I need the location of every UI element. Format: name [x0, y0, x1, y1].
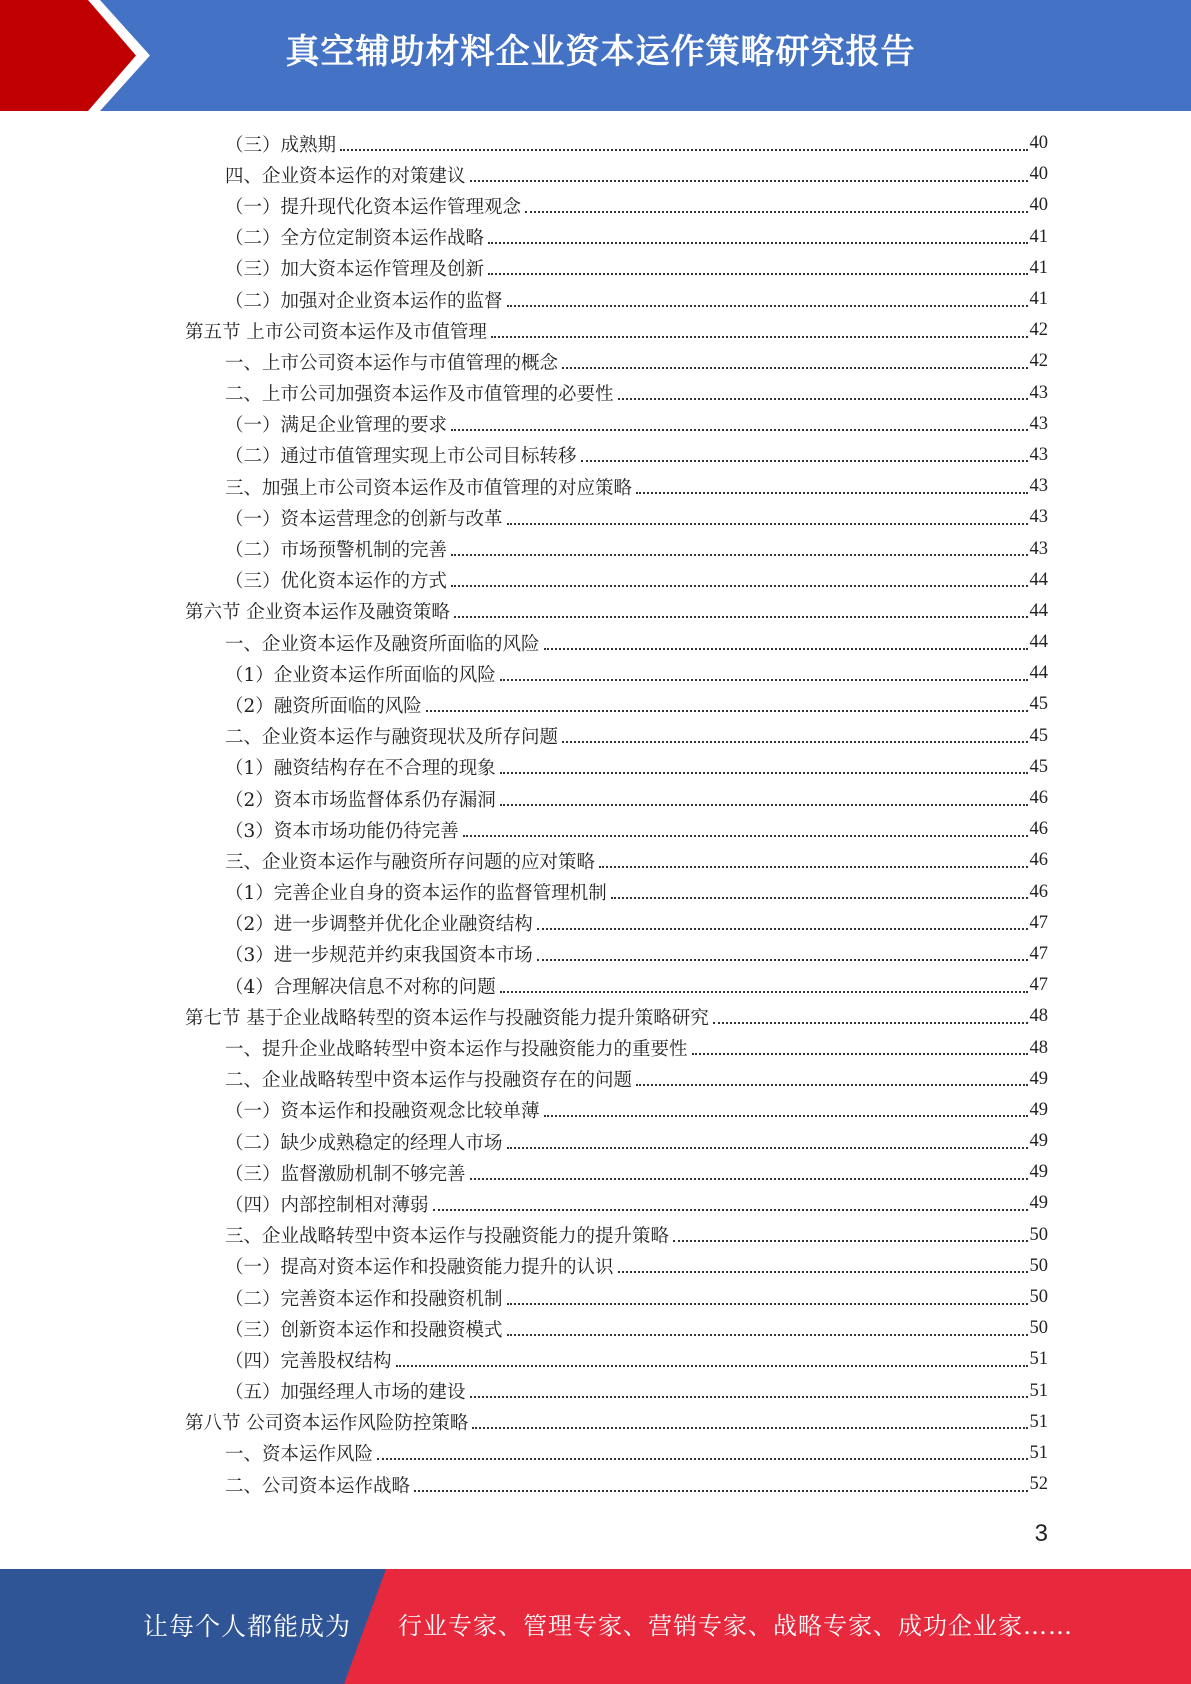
toc-entry[interactable]: [185, 596, 1048, 627]
toc-entry-title: （二）完善资本运作和投融资机制: [225, 1288, 503, 1310]
toc-entry-title: （二）加强对企业资本运作的监督: [225, 290, 503, 312]
toc-entry-page: 49: [1029, 1131, 1048, 1152]
toc-entry[interactable]: [185, 502, 1048, 533]
toc-dot-leader: [544, 1115, 1028, 1117]
toc-entry-title: （4）合理解决信息不对称的问题: [225, 976, 496, 998]
toc-entry-page: 43: [1029, 476, 1048, 497]
toc-entry[interactable]: [185, 908, 1048, 939]
toc-entry[interactable]: [185, 1344, 1048, 1375]
toc-dot-leader: [537, 959, 1028, 961]
toc-entry[interactable]: [185, 378, 1048, 409]
toc-entry-title: （二）全方位定制资本运作战略: [225, 228, 485, 250]
toc-entry-title: 第六节 企业资本运作及融资策略: [185, 602, 450, 624]
toc-entry-page: 49: [1029, 1068, 1048, 1089]
toc-entry-page: 49: [1029, 1162, 1048, 1183]
toc-dot-leader: [470, 1396, 1028, 1398]
toc-entry[interactable]: [185, 1469, 1048, 1500]
toc-entry-page: 51: [1029, 1411, 1048, 1432]
toc-entry-page: 44: [1029, 663, 1048, 684]
toc-entry-title: 一、上市公司资本运作与市值管理的概念: [225, 352, 559, 374]
toc-entry-title: （一）资本运作和投融资观念比较单薄: [225, 1101, 540, 1123]
toc-entry-title: 四、企业资本运作的对策建议: [225, 165, 466, 187]
toc-entry[interactable]: [185, 1376, 1048, 1407]
toc-dot-leader: [451, 429, 1027, 431]
toc-dot-leader: [618, 1271, 1028, 1273]
toc-dot-leader: [599, 866, 1027, 868]
toc-entry-page: 42: [1029, 320, 1048, 341]
toc-entry-title: （一）提高对资本运作和投融资能力提升的认识: [225, 1257, 614, 1279]
toc-entry-page: 50: [1029, 1224, 1048, 1245]
toc-entry[interactable]: [185, 1313, 1048, 1344]
toc-entry-title: 三、企业战略转型中资本运作与投融资能力的提升策略: [225, 1226, 670, 1248]
toc-entry[interactable]: [185, 533, 1048, 564]
toc-entry-page: 43: [1029, 444, 1048, 465]
toc-entry-title: 二、上市公司加强资本运作及市值管理的必要性: [225, 384, 614, 406]
toc-entry[interactable]: [185, 1407, 1048, 1438]
toc-dot-leader: [507, 1334, 1028, 1336]
toc-entry[interactable]: [185, 783, 1048, 814]
toc-entry-title: 一、资本运作风险: [225, 1444, 374, 1466]
toc-dot-leader: [470, 180, 1028, 182]
toc-dot-leader: [636, 492, 1027, 494]
toc-entry-title: 二、公司资本运作战略: [225, 1475, 411, 1497]
toc-entry[interactable]: [185, 1438, 1048, 1469]
toc-entry-title: 第五节 上市公司资本运作及市值管理: [185, 321, 487, 343]
toc-entry-page: 48: [1029, 1037, 1048, 1058]
toc-dot-leader: [377, 1458, 1027, 1460]
toc-entry-title: （三）加大资本运作管理及创新: [225, 259, 485, 281]
toc-dot-leader: [500, 991, 1028, 993]
toc-entry-title: （四）内部控制相对薄弱: [225, 1194, 429, 1216]
toc-entry-title: （1）完善企业自身的资本运作的监督管理机制: [225, 883, 607, 905]
toc-dot-leader: [500, 772, 1028, 774]
toc-entry-page: 52: [1029, 1474, 1048, 1495]
toc-entry[interactable]: [185, 253, 1048, 284]
toc-dot-leader: [488, 242, 1027, 244]
toc-entry[interactable]: [185, 1251, 1048, 1282]
toc-entry-title: （二）市场预警机制的完善: [225, 540, 448, 562]
toc-entry-page: 48: [1029, 1006, 1048, 1027]
toc-entry-page: 40: [1029, 133, 1048, 154]
page-number: 3: [1034, 1520, 1048, 1547]
toc-entry[interactable]: [185, 284, 1048, 315]
toc-entry-page: 51: [1029, 1442, 1048, 1463]
toc-dot-leader: [507, 1147, 1028, 1149]
toc-entry-page: 44: [1029, 569, 1048, 590]
toc-entry-page: 50: [1029, 1287, 1048, 1308]
toc-entry[interactable]: [185, 721, 1048, 752]
toc-dot-leader: [611, 897, 1028, 899]
toc-dot-leader: [581, 460, 1028, 462]
toc-entry-page: 43: [1029, 382, 1048, 403]
toc-dot-leader: [500, 804, 1028, 806]
toc-entry-title: （1）融资结构存在不合理的现象: [225, 758, 496, 780]
toc-entry-page: 43: [1029, 538, 1048, 559]
toc-entry-page: 46: [1029, 819, 1048, 840]
toc-dot-leader: [562, 367, 1027, 369]
toc-dot-leader: [433, 1209, 1028, 1211]
toc-entry[interactable]: [185, 315, 1048, 346]
toc-entry[interactable]: [185, 159, 1048, 190]
toc-entry-title: 第八节 公司资本运作风险防控策略: [185, 1413, 469, 1435]
toc-dot-leader: [500, 679, 1028, 681]
toc-entry[interactable]: [185, 346, 1048, 377]
toc-entry[interactable]: [185, 190, 1048, 221]
toc-entry-title: （五）加强经理人市场的建设: [225, 1382, 466, 1404]
toc-entry[interactable]: [185, 752, 1048, 783]
toc-entry-title: （二）通过市值管理实现上市公司目标转移: [225, 446, 577, 468]
toc-dot-leader: [537, 928, 1028, 930]
toc-dot-leader: [507, 1303, 1028, 1305]
toc-entry[interactable]: [185, 409, 1048, 440]
toc-entry-page: 51: [1029, 1349, 1048, 1370]
toc-entry-title: （3）进一步规范并约束我国资本市场: [225, 945, 533, 967]
toc-entry-page: 45: [1029, 756, 1048, 777]
toc-entry-title: （三）成熟期: [225, 134, 337, 156]
toc-entry-title: 三、企业资本运作与融资所存问题的应对策略: [225, 851, 596, 873]
toc-entry[interactable]: [185, 689, 1048, 720]
toc-entry-title: 一、企业资本运作及融资所面临的风险: [225, 633, 540, 655]
toc-dot-leader: [544, 648, 1028, 650]
toc-dot-leader: [491, 336, 1028, 338]
toc-dot-leader: [507, 523, 1028, 525]
toc-entry-title: （一）资本运营理念的创新与改革: [225, 508, 503, 530]
toc-entry[interactable]: [185, 1095, 1048, 1126]
toc-entry[interactable]: [185, 1157, 1048, 1188]
toc-entry-title: 三、加强上市公司资本运作及市值管理的对应策略: [225, 477, 633, 499]
toc-entry-page: 50: [1029, 1255, 1048, 1276]
toc-entry-title: （一）提升现代化资本运作管理观念: [225, 196, 522, 218]
toc-entry-page: 45: [1029, 725, 1048, 746]
footer-slogan-left: 让每个人都能成为: [143, 1612, 352, 1641]
page-footer: [0, 1569, 1191, 1684]
report-title: 真空辅助材料企业资本运作策略研究报告: [285, 32, 916, 72]
toc-dot-leader: [463, 835, 1028, 837]
toc-entry-page: 43: [1029, 413, 1048, 434]
toc-entry[interactable]: [185, 658, 1048, 689]
toc-entry[interactable]: [185, 939, 1048, 970]
toc-entry-page: 46: [1029, 788, 1048, 809]
toc-entry[interactable]: [185, 1032, 1048, 1063]
toc-entry-page: 47: [1029, 943, 1048, 964]
toc-entry[interactable]: [185, 627, 1048, 658]
toc-entry-title: （一）满足企业管理的要求: [225, 415, 448, 437]
toc-entry[interactable]: [185, 222, 1048, 253]
toc-entry[interactable]: [185, 471, 1048, 502]
toc-entry[interactable]: [185, 565, 1048, 596]
toc-entry-title: （2）资本市场监督体系仍存漏洞: [225, 789, 496, 811]
toc-dot-leader: [618, 398, 1028, 400]
toc-entry-page: 43: [1029, 507, 1048, 528]
toc-entry-title: （3）资本市场功能仍待完善: [225, 820, 459, 842]
toc-entry-page: 49: [1029, 1099, 1048, 1120]
toc-dot-leader: [692, 1053, 1028, 1055]
toc-entry-title: （1）企业资本运作所面临的风险: [225, 664, 496, 686]
toc-dot-leader: [470, 1178, 1028, 1180]
toc-entry-page: 45: [1029, 694, 1048, 715]
toc-dot-leader: [340, 149, 1027, 151]
toc-entry-page: 41: [1029, 257, 1048, 278]
toc-entry-page: 47: [1029, 975, 1048, 996]
toc-dot-leader: [472, 1427, 1027, 1429]
toc-entry-title: 二、企业资本运作与融资现状及所存问题: [225, 727, 559, 749]
toc-entry[interactable]: [185, 440, 1048, 471]
toc-dot-leader: [713, 1022, 1028, 1024]
page-header: [0, 0, 1191, 111]
toc-entry-page: 40: [1029, 195, 1048, 216]
toc-dot-leader: [414, 1490, 1027, 1492]
table-of-contents: [185, 128, 1048, 1500]
toc-entry-page: 47: [1029, 912, 1048, 933]
toc-entry[interactable]: [185, 1220, 1048, 1251]
toc-entry[interactable]: [185, 1001, 1048, 1032]
toc-entry-page: 44: [1029, 600, 1048, 621]
toc-entry[interactable]: [185, 1126, 1048, 1157]
toc-entry-title: 一、提升企业战略转型中资本运作与投融资能力的重要性: [225, 1039, 688, 1061]
toc-entry[interactable]: [185, 877, 1048, 908]
toc-entry-title: （四）完善股权结构: [225, 1350, 392, 1372]
toc-entry[interactable]: [185, 1282, 1048, 1313]
toc-entry-page: 50: [1029, 1318, 1048, 1339]
toc-dot-leader: [673, 1240, 1027, 1242]
toc-entry-title: （二）缺少成熟稳定的经理人市场: [225, 1132, 503, 1154]
toc-entry-title: （2）融资所面临的风险: [225, 695, 422, 717]
toc-entry-page: 41: [1029, 226, 1048, 247]
toc-entry-page: 42: [1029, 351, 1048, 372]
toc-dot-leader: [488, 273, 1027, 275]
toc-entry-title: （三）创新资本运作和投融资模式: [225, 1319, 503, 1341]
toc-dot-leader: [451, 585, 1027, 587]
toc-entry[interactable]: [185, 814, 1048, 845]
toc-entry-page: 51: [1029, 1380, 1048, 1401]
toc-dot-leader: [454, 616, 1028, 618]
toc-entry-page: 44: [1029, 632, 1048, 653]
toc-dot-leader: [426, 710, 1028, 712]
toc-entry-title: （2）进一步调整并优化企业融资结构: [225, 914, 533, 936]
toc-dot-leader: [525, 211, 1027, 213]
toc-dot-leader: [507, 305, 1028, 307]
toc-entry[interactable]: [185, 128, 1048, 159]
toc-entry-page: 46: [1029, 881, 1048, 902]
toc-dot-leader: [396, 1365, 1028, 1367]
toc-entry[interactable]: [185, 1064, 1048, 1095]
footer-slogan-right: 行业专家、管理专家、营销专家、战略专家、成功企业家……: [398, 1612, 1073, 1640]
toc-entry[interactable]: [185, 845, 1048, 876]
toc-entry-page: 49: [1029, 1193, 1048, 1214]
toc-entry-title: （三）优化资本运作的方式: [225, 571, 448, 593]
toc-entry[interactable]: [185, 970, 1048, 1001]
toc-entry-title: 二、企业战略转型中资本运作与投融资存在的问题: [225, 1070, 633, 1092]
toc-entry[interactable]: [185, 1188, 1048, 1219]
toc-dot-leader: [451, 554, 1027, 556]
toc-dot-leader: [562, 741, 1027, 743]
toc-entry-page: 40: [1029, 164, 1048, 185]
toc-dot-leader: [636, 1084, 1027, 1086]
toc-entry-page: 46: [1029, 850, 1048, 871]
toc-entry-title: （三）监督激励机制不够完善: [225, 1163, 466, 1185]
toc-entry-page: 41: [1029, 289, 1048, 310]
toc-entry-title: 第七节 基于企业战略转型的资本运作与投融资能力提升策略研究: [185, 1007, 709, 1029]
